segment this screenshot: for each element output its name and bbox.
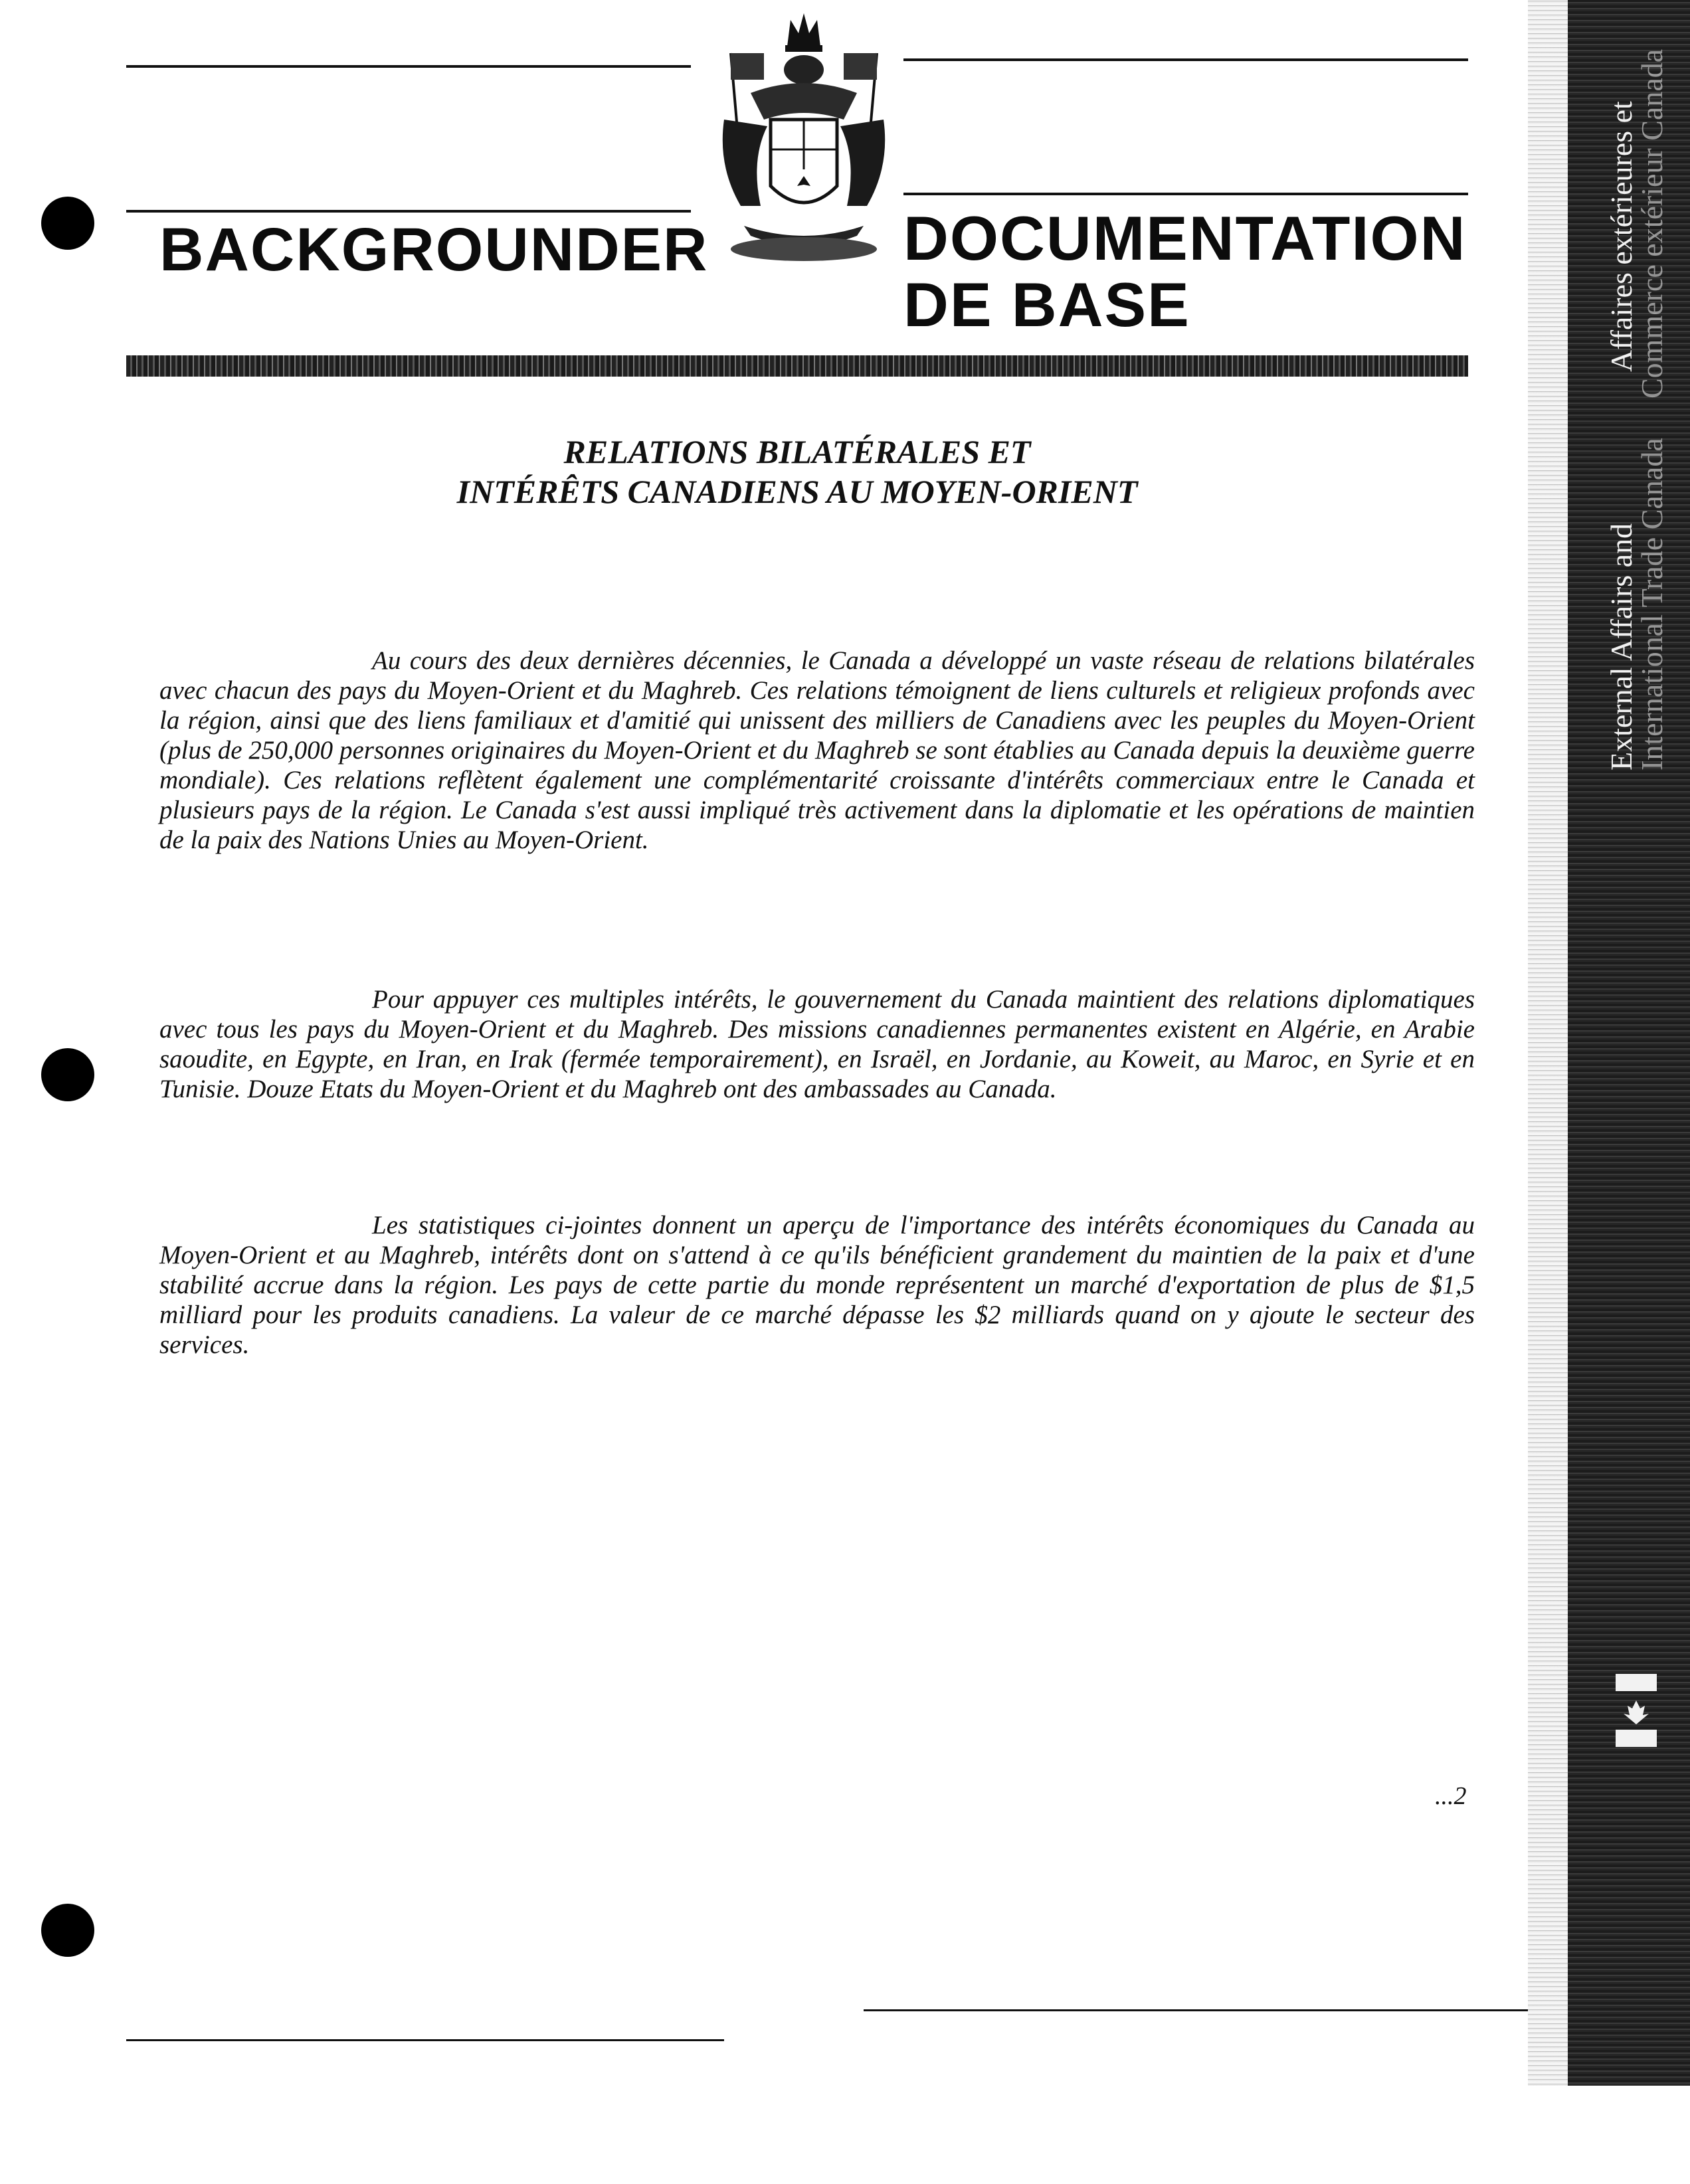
sidebar-french-line1: Affaires extérieures et <box>1604 101 1638 372</box>
binder-hole-top <box>41 197 94 250</box>
document-title <box>199 432 1395 511</box>
sidebar-french-line2: Commerce extérieur Canada <box>1635 48 1669 399</box>
header-title-english: BACKGROUNDER <box>159 216 709 284</box>
government-flag-logo <box>1616 1674 1657 1747</box>
coat-of-arms-emblem <box>704 7 903 272</box>
header-rule-mid-left <box>126 210 691 213</box>
header-title-french-line2: DE BASE <box>903 270 1190 339</box>
document-title-line1: RELATIONS BILATÉRALES ET <box>563 433 1031 470</box>
binder-hole-bottom <box>41 1904 94 1957</box>
header-divider-bar <box>126 355 1468 377</box>
sidebar-english-line1: External Affairs and <box>1604 523 1638 771</box>
footer-rule-right <box>864 2009 1528 2011</box>
header-rule-top-right <box>903 58 1468 61</box>
body-paragraph-2: Pour appuyer ces multiples intérêts, le gouvernement du Canada maintient des relations diplomatiques avec tous les pays du Moyen-Orient et du Maghreb. Des missions canadiennes permanentes existent en Algérie, en Arabie saoudite, en Egypte, en Iran, en Irak (fermée temporairement), en Israël, en Jordanie, au Koweit, au Maroc, en Syrie et en Tunisie. Douze Etats du Moyen-Orient et du Maghreb ont des ambassades au Canada. <box>159 985 1475 1103</box>
sidebar-english-line2: International Trade Canada <box>1635 438 1669 771</box>
body-paragraph-3: Les statistiques ci-jointes donnent un aperçu de l'importance des intérêts économiques du Canada au Moyen-Orient et au Maghreb, intérêts dont on s'attend à ce qu'ils bénéficient grandement du maintien de la paix et d'une stabilité accrue dans la région. Les pays de cette partie du monde représentent un marché d'exportation de plus de $1,5 milliard pour les produits canadiens. La valeur de ce marché dépasse les $2 milliards quand on y ajoute le secteur des services. <box>159 1211 1475 1359</box>
header-rule-top-left <box>126 65 691 68</box>
footer-rule-left <box>126 2039 724 2041</box>
header-title-french-line1: DOCUMENTATION <box>903 203 1467 273</box>
page-continuation: ...2 <box>1435 1782 1467 1810</box>
body-paragraph-1: Au cours des deux dernières décennies, le Canada a développé un vaste réseau de relations bilatérales avec chacun des pays du Moyen-Orient et du Maghreb. Ces relations témoignent de liens culturels et religieux profonds avec la région, ainsi que des liens familiaux et d'amitié qui unissent des milliers de Canadiens avec les peuples du Moyen-Orient (plus de 250,000 personnes originaires du Moyen-Orient et du Maghreb se sont établies au Canada depuis la deuxième guerre mondiale). Ces relations reflètent également une complémentarité croissante d'intérêts commerciaux entre le Canada et plusieurs pays de la région. Le Canada s'est aussi impliqué très activement dans la diplomatie et les opérations de maintien de la paix des Nations Unies au Moyen-Orient. <box>159 646 1475 854</box>
header-rule-mid-right <box>903 193 1468 195</box>
document-title-line2: INTÉRÊTS CANADIENS AU MOYEN-ORIENT <box>456 473 1138 510</box>
binder-hole-middle <box>41 1048 94 1101</box>
department-sidebar <box>1568 0 1690 2086</box>
